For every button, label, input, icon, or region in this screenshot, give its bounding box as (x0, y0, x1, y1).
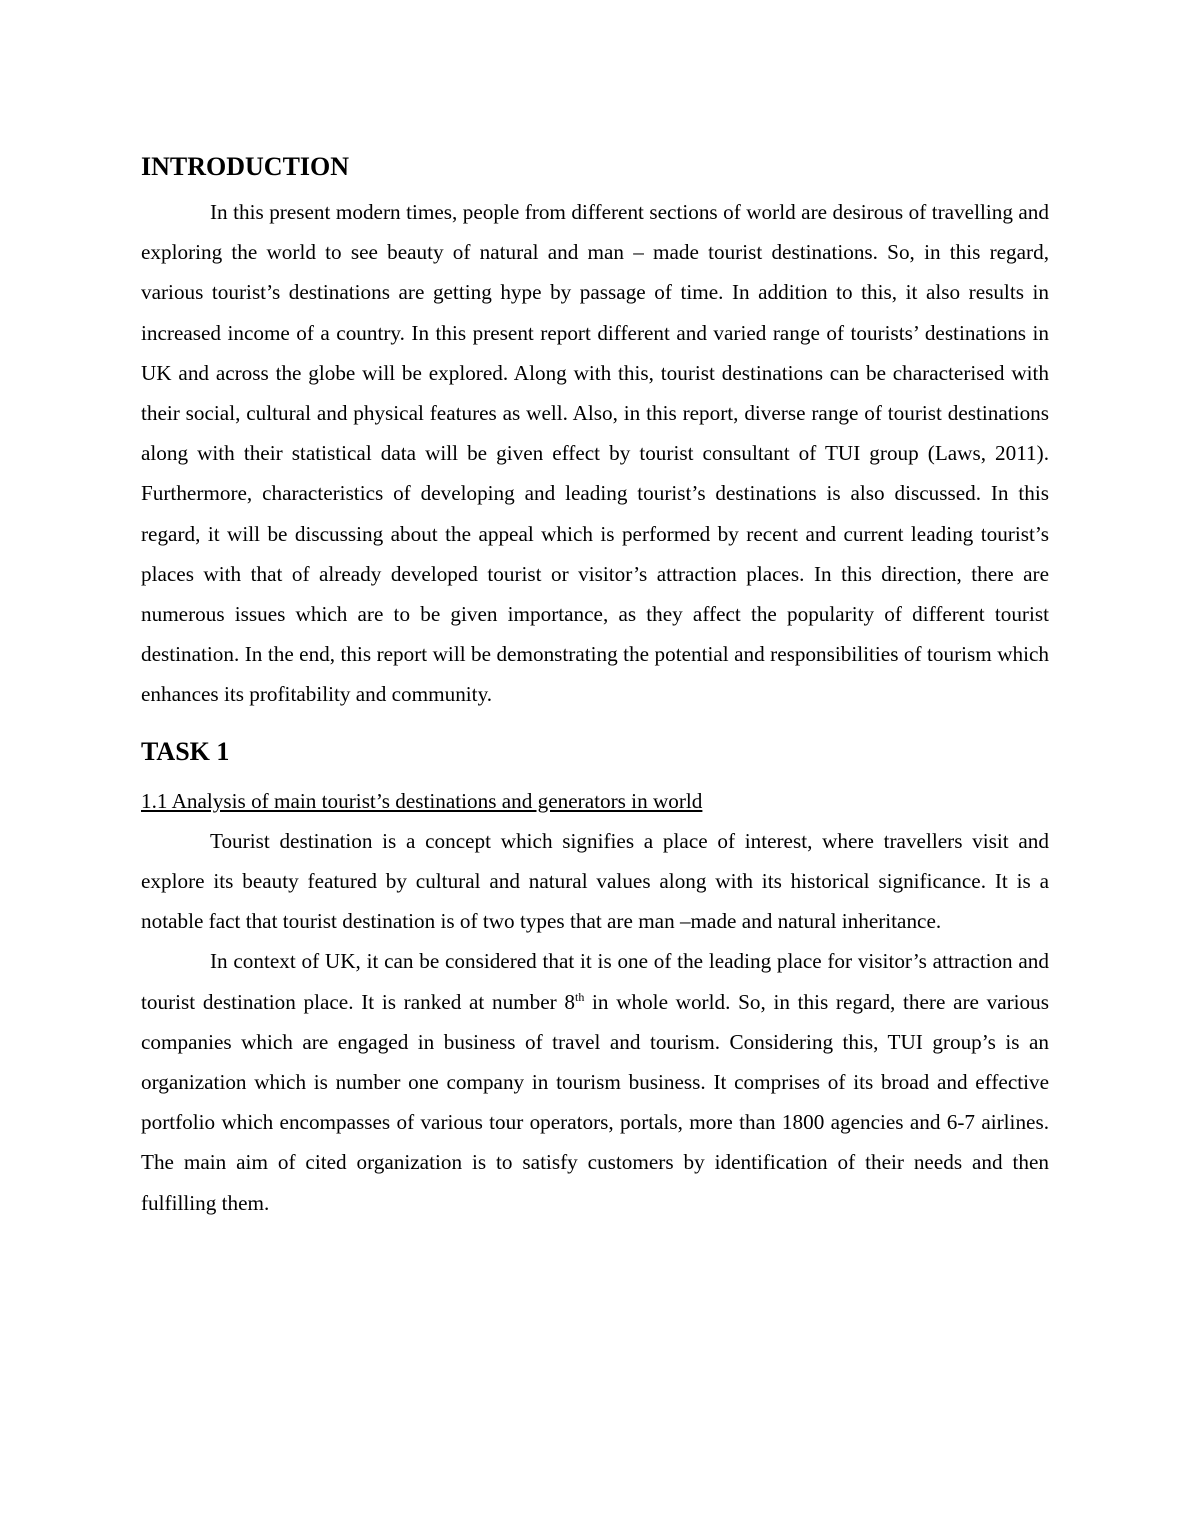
task1-paragraph-2-text-a: In context of UK, it can be considered that it is one of the leading place for visitor’s attraction and tourist destination place. It is ranked at number 8 (141, 949, 1049, 1014)
task1-paragraph-2-text-b: in whole world. So, in this regard, there are various companies which are engaged in business of travel and tourism. Considering this, TUI group’s is an organization which is number one company in tourism business. It comprises of its broad and effective portfolio which encompasses of various tour operators, portals, more than 1800 agencies and 6-7 airlines. The main aim of cited organization is to satisfy customers by identification of their needs and then fulfilling them. (141, 989, 1049, 1215)
document-page (141, 148, 1049, 1223)
task1-paragraph-1: Tourist destination is a concept which signifies a place of interest, where travellers visit and explore its beauty featured by cultural and natural values along with its historical significance. It is a notable fact that tourist destination is of two types that are man –made and natural inheritance. (141, 828, 1049, 934)
task1-paragraph-2 (141, 941, 1049, 1222)
task1-subheading: 1.1 Analysis of main tourist’s destinations and generators in world (141, 788, 703, 813)
task1-heading: TASK 1 (141, 736, 230, 766)
introduction-paragraph: In this present modern times, people from different sections of world are desirous of travelling and exploring the world to see beauty of natural and man – made tourist destinations. So, in this regard, various tourist’s destinations are getting hype by passage of time. In addition to this, it also results in increased income of a country. In this present report different and varied range of tourists’ destinations in UK and across the globe will be explored. Along with this, tourist destinations can be characterised with their social, cultural and physical features as well. Also, in this report, diverse range of tourist destinations along with their statistical data will be given effect by tourist consultant of TUI group (Laws, 2011). Furthermore, characteristics of developing and leading tourist’s destinations is also discussed. In this regard, it will be discussing about the appeal which is performed by recent and current leading tourist’s places with that of already developed tourist or visitor’s attraction places. In this direction, there are numerous issues which are to be given importance, as they affect the popularity of different tourist destination. In the end, this report will be demonstrating the potential and responsibilities of tourism which enhances its profitability and community. (141, 200, 1049, 707)
introduction-heading: INTRODUCTION (141, 152, 350, 181)
ordinal-suffix: th (574, 989, 585, 1004)
